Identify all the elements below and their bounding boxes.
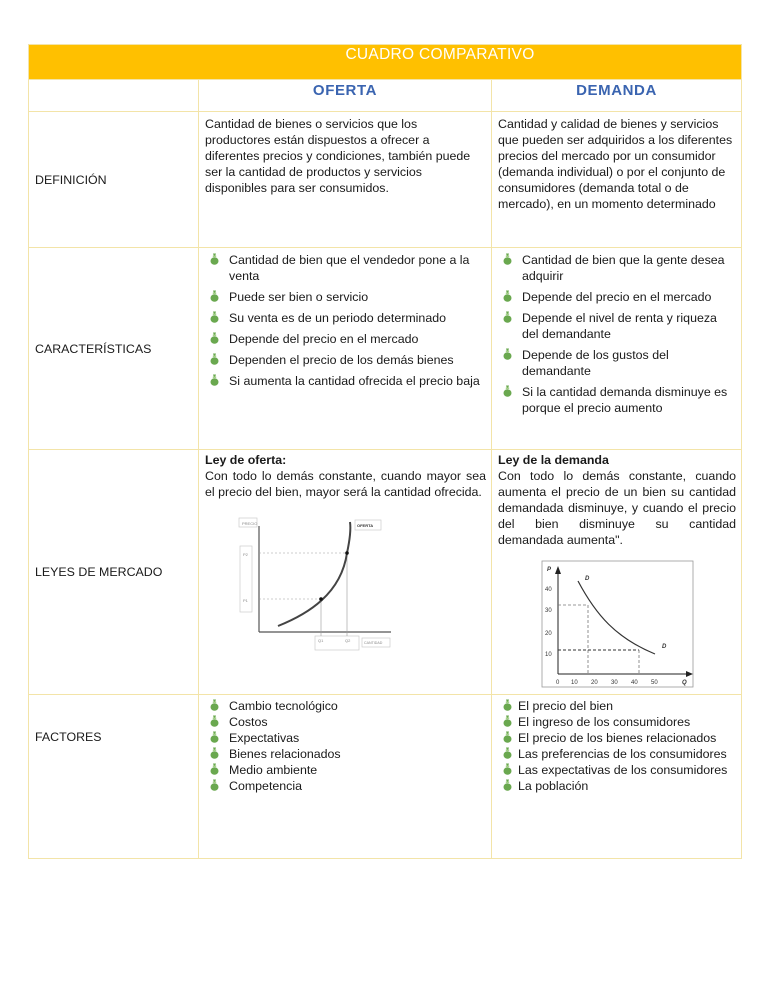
- svg-text:30: 30: [545, 608, 552, 614]
- money-bag-icon: [210, 290, 219, 302]
- svg-text:0: 0: [556, 680, 560, 686]
- list-item: Las preferencias de los consumidores: [498, 746, 736, 762]
- definicion-oferta-text: Cantidad de bienes o servicios que los productores están dispuestos a ofrecer a diferentes precios y condiciones, también puede ser la cantidad de productos y servicios disponibles para ser consumidos.: [205, 117, 471, 195]
- svg-text:CANTIDAD: CANTIDAD: [364, 641, 383, 645]
- demanda-header-cell: [492, 80, 742, 112]
- row-label-factores: [29, 695, 199, 859]
- money-bag-icon: [503, 311, 512, 323]
- money-bag-icon: [210, 699, 219, 711]
- column-header-demanda: DEMANDA: [576, 82, 657, 99]
- list-item: Cantidad de bien que la gente desea adquirir: [498, 252, 736, 284]
- svg-text:Q1: Q1: [318, 638, 324, 643]
- row-label-definicion: [29, 112, 199, 248]
- svg-text:P1: P1: [243, 598, 248, 603]
- svg-text:30: 30: [611, 680, 618, 686]
- list-item: El precio del bien: [498, 698, 736, 714]
- money-bag-icon: [503, 731, 512, 743]
- money-bag-icon: [210, 763, 219, 775]
- ley-oferta-text: Con todo lo demás constante, cuando mayor sea el precio del bien, mayor será la cantidad ofrecida.: [205, 469, 486, 499]
- caracteristicas-oferta-cell: [199, 248, 492, 450]
- page-title: CUADRO COMPARATIVO: [345, 46, 535, 63]
- svg-text:OFERTA: OFERTA: [357, 523, 374, 528]
- svg-text:20: 20: [591, 680, 598, 686]
- money-bag-icon: [503, 348, 512, 360]
- list-item: Cantidad de bien que el vendedor pone a la venta: [205, 252, 486, 284]
- caracteristicas-demanda-cell: [492, 248, 742, 450]
- definicion-demanda-cell: [492, 112, 742, 248]
- list-item: Bienes relacionados: [205, 746, 486, 762]
- money-bag-icon: [210, 747, 219, 759]
- caracteristicas-oferta-list: [205, 252, 486, 389]
- comparison-sheet: [28, 44, 741, 859]
- list-item: Puede ser bien o servicio: [205, 289, 486, 305]
- list-item: Las expectativas de los consumidores: [498, 762, 736, 778]
- demand-chart-graphic: [541, 560, 701, 690]
- list-item: Si aumenta la cantidad ofrecida el precio baja: [205, 373, 486, 389]
- svg-text:P: P: [547, 567, 552, 573]
- money-bag-icon: [210, 779, 219, 791]
- svg-text:10: 10: [545, 652, 552, 658]
- money-bag-icon: [503, 747, 512, 759]
- list-item: Competencia: [205, 778, 486, 794]
- money-bag-icon: [503, 699, 512, 711]
- row-factores: [29, 695, 742, 859]
- definicion-demanda-text: Cantidad y calidad de bienes y servicios que pueden ser adquiridos a los diferentes precios del mercado por un consumidor (demanda individual) o por el conjunto de consumidores (demanda total o de mercado), en un momento determinado: [498, 117, 733, 211]
- money-bag-icon: [503, 385, 512, 397]
- ley-demanda-text: Con todo lo demás constante, cuando aumenta el precio de un bien su cantidad demandada disminuye, y cuando el precio del bien disminuye su cantidad demandada aumenta".: [498, 469, 736, 547]
- row-caracteristicas: [29, 248, 742, 450]
- ley-demanda-title: Ley de la demanda: [498, 453, 609, 467]
- demand-chart: [541, 560, 701, 690]
- list-item: Dependen el precio de los demás bienes: [205, 352, 486, 368]
- row-definicion: [29, 112, 742, 248]
- svg-text:10: 10: [571, 680, 578, 686]
- list-item: La población: [498, 778, 736, 794]
- money-bag-icon: [210, 332, 219, 344]
- money-bag-icon: [503, 253, 512, 265]
- money-bag-icon: [210, 311, 219, 323]
- svg-text:40: 40: [545, 587, 552, 593]
- row-label-text: DEFINICIÓN: [35, 172, 107, 187]
- svg-text:D: D: [662, 644, 667, 650]
- supply-chart-graphic: [233, 514, 393, 654]
- empty-header-cell: [29, 80, 199, 112]
- list-item: Cambio tecnológico: [205, 698, 486, 714]
- title-cell: [29, 45, 742, 80]
- svg-text:40: 40: [631, 680, 638, 686]
- list-item: Depende el nivel de renta y riqueza del demandante: [498, 310, 736, 342]
- list-item: Si la cantidad demanda disminuye es porque el precio aumento: [498, 384, 736, 416]
- list-item: Costos: [205, 714, 486, 730]
- factores-oferta-cell: [199, 695, 492, 859]
- list-item: Depende de los gustos del demandante: [498, 347, 736, 379]
- row-label-caracteristicas: [29, 248, 199, 450]
- row-label-text: CARACTERÍSTICAS: [35, 341, 152, 356]
- leyes-demanda-cell: [492, 450, 742, 695]
- oferta-header-cell: [199, 80, 492, 112]
- factores-oferta-list: [205, 698, 486, 794]
- svg-text:Q: Q: [682, 680, 687, 686]
- comparison-table: [28, 44, 742, 859]
- svg-text:D: D: [585, 576, 590, 582]
- money-bag-icon: [210, 353, 219, 365]
- row-label-text: LEYES DE MERCADO: [35, 565, 163, 579]
- svg-text:P2: P2: [243, 552, 248, 557]
- money-bag-icon: [210, 715, 219, 727]
- svg-text:20: 20: [545, 631, 552, 637]
- svg-text:Q2: Q2: [345, 638, 351, 643]
- svg-text:PRECIO: PRECIO: [242, 521, 258, 526]
- column-header-row: [29, 80, 742, 112]
- list-item: Su venta es de un periodo determinado: [205, 310, 486, 326]
- leyes-oferta-cell: [199, 450, 492, 695]
- row-label-leyes: [29, 450, 199, 695]
- list-item: El precio de los bienes relacionados: [498, 730, 736, 746]
- row-leyes: [29, 450, 742, 695]
- column-header-oferta: OFERTA: [312, 82, 378, 99]
- list-item: Depende del precio en el mercado: [205, 331, 486, 347]
- money-bag-icon: [210, 731, 219, 743]
- ley-oferta-title: Ley de oferta:: [205, 453, 287, 467]
- row-label-text: FACTORES: [35, 730, 102, 744]
- supply-chart: [233, 514, 393, 654]
- list-item: Medio ambiente: [205, 762, 486, 778]
- money-bag-icon: [503, 715, 512, 727]
- money-bag-icon: [503, 779, 512, 791]
- factores-demanda-list: [498, 698, 736, 794]
- money-bag-icon: [503, 763, 512, 775]
- money-bag-icon: [210, 374, 219, 386]
- definicion-oferta-cell: [199, 112, 492, 248]
- money-bag-icon: [503, 290, 512, 302]
- factores-demanda-cell: [492, 695, 742, 859]
- list-item: Depende del precio en el mercado: [498, 289, 736, 305]
- title-row: [29, 45, 742, 80]
- list-item: El ingreso de los consumidores: [498, 714, 736, 730]
- svg-text:50: 50: [651, 680, 658, 686]
- caracteristicas-demanda-list: [498, 252, 736, 416]
- list-item: Expectativas: [205, 730, 486, 746]
- money-bag-icon: [210, 253, 219, 265]
